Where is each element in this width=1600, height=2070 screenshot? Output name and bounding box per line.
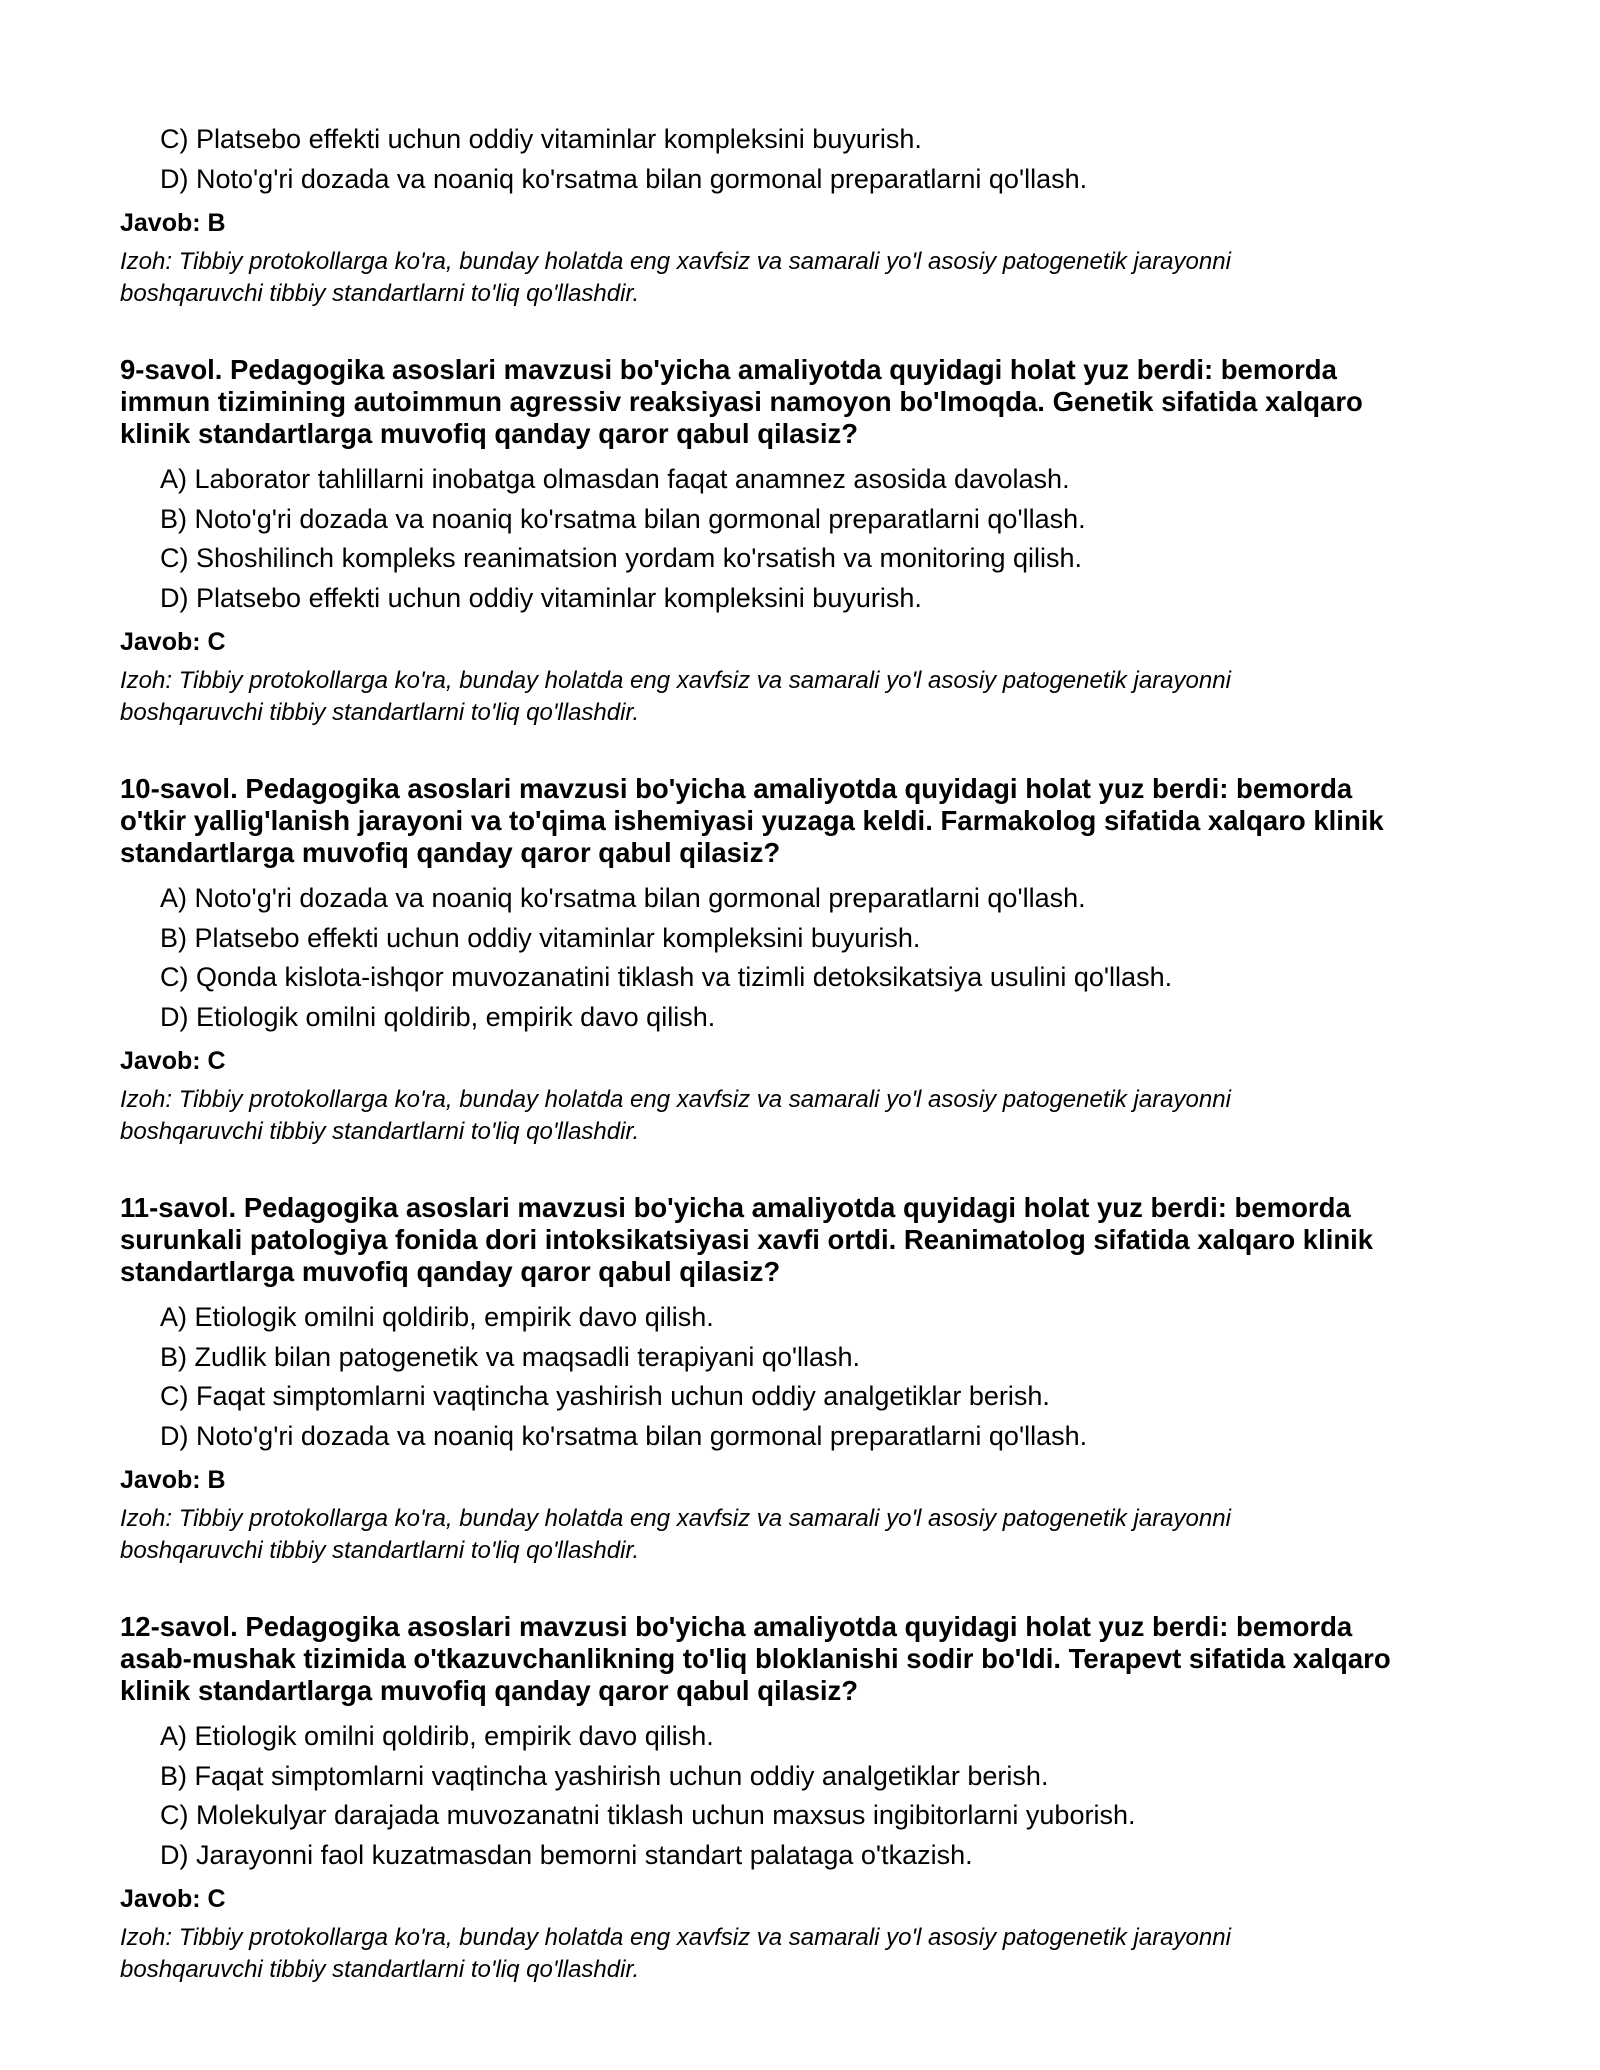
option-d: D) Noto'g'ri dozada va noaniq ko'rsatma bilan gormonal preparatlarni qo'llash. <box>160 1420 1088 1451</box>
explanation-line: Izoh: Tibbiy protokollarga ko'ra, bunday holatda eng xavfsiz va samarali yo'l asosiy patogenetik jarayonni <box>120 667 1231 694</box>
explanation-line: Izoh: Tibbiy protokollarga ko'ra, bunday holatda eng xavfsiz va samarali yo'l asosiy patogenetik jarayonni <box>120 1924 1231 1951</box>
option-a: A) Etiologik omilni qoldirib, empirik davo qilish. <box>160 1302 714 1332</box>
explanation-line: boshqaruvchi tibbiy standartlarni to'liq qo'llashdir. <box>120 1956 640 1983</box>
question-block-11 <box>120 1192 1480 1567</box>
answer-options <box>120 1717 1480 1875</box>
question-block-10 <box>120 773 1480 1148</box>
question-block-9 <box>120 354 1480 729</box>
question-line: immun tizimining autoimmun agressiv reaksiyasi namoyon bo'lmoqda. Genetik sifatida xalqaro <box>120 386 1363 417</box>
option-c: C) Molekulyar darajada muvozanatni tiklash uchun maxsus ingibitorlarni yuborish. <box>160 1800 1136 1830</box>
option-b: B) Zudlik bilan patogenetik va maqsadli terapiyani qo'llash. <box>160 1341 861 1372</box>
continued-question-block <box>120 120 1480 310</box>
explanation-note <box>120 1503 1480 1567</box>
option-b: B) Faqat simptomlarni vaqtincha yashirish uchun oddiy analgetiklar berish. <box>160 1760 1049 1791</box>
option-c: C) Faqat simptomlarni vaqtincha yashirish uchun oddiy analgetiklar berish. <box>160 1381 1050 1411</box>
option-d: D) Etiologik omilni qoldirib, empirik davo qilish. <box>160 1001 716 1032</box>
answer-label: Javob: B <box>120 209 226 237</box>
option-c: C) Shoshilinch kompleks reanimatsion yordam ko'rsatish va monitoring qilish. <box>160 543 1083 573</box>
option-b: B) Noto'g'ri dozada va noaniq ko'rsatma bilan gormonal preparatlarni qo'llash. <box>160 503 1086 534</box>
option-b: B) Platsebo effekti uchun oddiy vitaminlar kompleksini buyurish. <box>160 922 921 953</box>
question-line: 12-savol. Pedagogika asoslari mavzusi bo'yicha amaliyotda quyidagi holat yuz berdi: bemorda <box>120 1611 1353 1642</box>
question-line: standartlarga muvofiq qanday qaror qabul qilasiz? <box>120 1256 781 1287</box>
question-text <box>120 773 1480 869</box>
question-line: standartlarga muvofiq qanday qaror qabul qilasiz? <box>120 837 781 868</box>
option-d: D) Jarayonni faol kuzatmasdan bemorni standart palataga o'tkazish. <box>160 1839 973 1870</box>
question-line: 10-savol. Pedagogika asoslari mavzusi bo'yicha amaliyotda quyidagi holat yuz berdi: bemorda <box>120 773 1353 804</box>
question-text <box>120 1611 1480 1707</box>
explanation-note <box>120 246 1480 310</box>
question-line: 11-savol. Pedagogika asoslari mavzusi bo'yicha amaliyotda quyidagi holat yuz berdi: bemorda <box>120 1192 1351 1223</box>
explanation-note <box>120 1084 1480 1148</box>
answer-label: Javob: C <box>120 628 226 656</box>
question-text <box>120 1192 1480 1288</box>
answer-options <box>120 879 1480 1037</box>
answer-label: Javob: C <box>120 1885 226 1913</box>
explanation-note <box>120 665 1480 729</box>
answer-options <box>120 460 1480 618</box>
explanation-note <box>120 1922 1480 1986</box>
option-c: C) Platsebo effekti uchun oddiy vitaminlar kompleksini buyurish. <box>160 124 922 154</box>
option-d: D) Noto'g'ri dozada va noaniq ko'rsatma bilan gormonal preparatlarni qo'llash. <box>160 163 1088 194</box>
explanation-line: boshqaruvchi tibbiy standartlarni to'liq qo'llashdir. <box>120 280 640 307</box>
question-text <box>120 354 1480 450</box>
document-page <box>120 120 1480 1986</box>
explanation-line: boshqaruvchi tibbiy standartlarni to'liq qo'llashdir. <box>120 699 640 726</box>
question-block-12 <box>120 1611 1480 1986</box>
answer-label: Javob: C <box>120 1047 226 1075</box>
question-line: klinik standartlarga muvofiq qanday qaror qabul qilasiz? <box>120 418 859 449</box>
explanation-line: Izoh: Tibbiy protokollarga ko'ra, bunday holatda eng xavfsiz va samarali yo'l asosiy patogenetik jarayonni <box>120 1086 1231 1113</box>
question-line: 9-savol. Pedagogika asoslari mavzusi bo'yicha amaliyotda quyidagi holat yuz berdi: bemorda <box>120 354 1337 385</box>
explanation-line: boshqaruvchi tibbiy standartlarni to'liq qo'llashdir. <box>120 1537 640 1564</box>
answer-options <box>120 120 1480 199</box>
question-line: asab-mushak tizimida o'tkazuvchanlikning to'liq bloklanishi sodir bo'ldi. Terapevt sifatida xalqaro <box>120 1643 1391 1674</box>
question-line: klinik standartlarga muvofiq qanday qaror qabul qilasiz? <box>120 1675 859 1706</box>
option-d: D) Platsebo effekti uchun oddiy vitaminlar kompleksini buyurish. <box>160 582 922 613</box>
answer-label: Javob: B <box>120 1466 226 1494</box>
option-a: A) Etiologik omilni qoldirib, empirik davo qilish. <box>160 1721 714 1751</box>
explanation-line: Izoh: Tibbiy protokollarga ko'ra, bunday holatda eng xavfsiz va samarali yo'l asosiy patogenetik jarayonni <box>120 248 1231 275</box>
answer-options <box>120 1298 1480 1456</box>
question-line: surunkali patologiya fonida dori intoksikatsiyasi xavfi ortdi. Reanimatolog sifatida xalqaro klinik <box>120 1224 1374 1255</box>
explanation-line: Izoh: Tibbiy protokollarga ko'ra, bunday holatda eng xavfsiz va samarali yo'l asosiy patogenetik jarayonni <box>120 1505 1231 1532</box>
option-a: A) Noto'g'ri dozada va noaniq ko'rsatma bilan gormonal preparatlarni qo'llash. <box>160 883 1086 913</box>
option-a: A) Laborator tahlillarni inobatga olmasdan faqat anamnez asosida davolash. <box>160 464 1070 494</box>
option-c: C) Qonda kislota-ishqor muvozanatini tiklash va tizimli detoksikatsiya usulini qo'llash. <box>160 962 1173 992</box>
question-line: o'tkir yallig'lanish jarayoni va to'qima ishemiyasi yuzaga keldi. Farmakolog sifatida xalqaro klinik <box>120 805 1384 836</box>
explanation-line: boshqaruvchi tibbiy standartlarni to'liq qo'llashdir. <box>120 1118 640 1145</box>
